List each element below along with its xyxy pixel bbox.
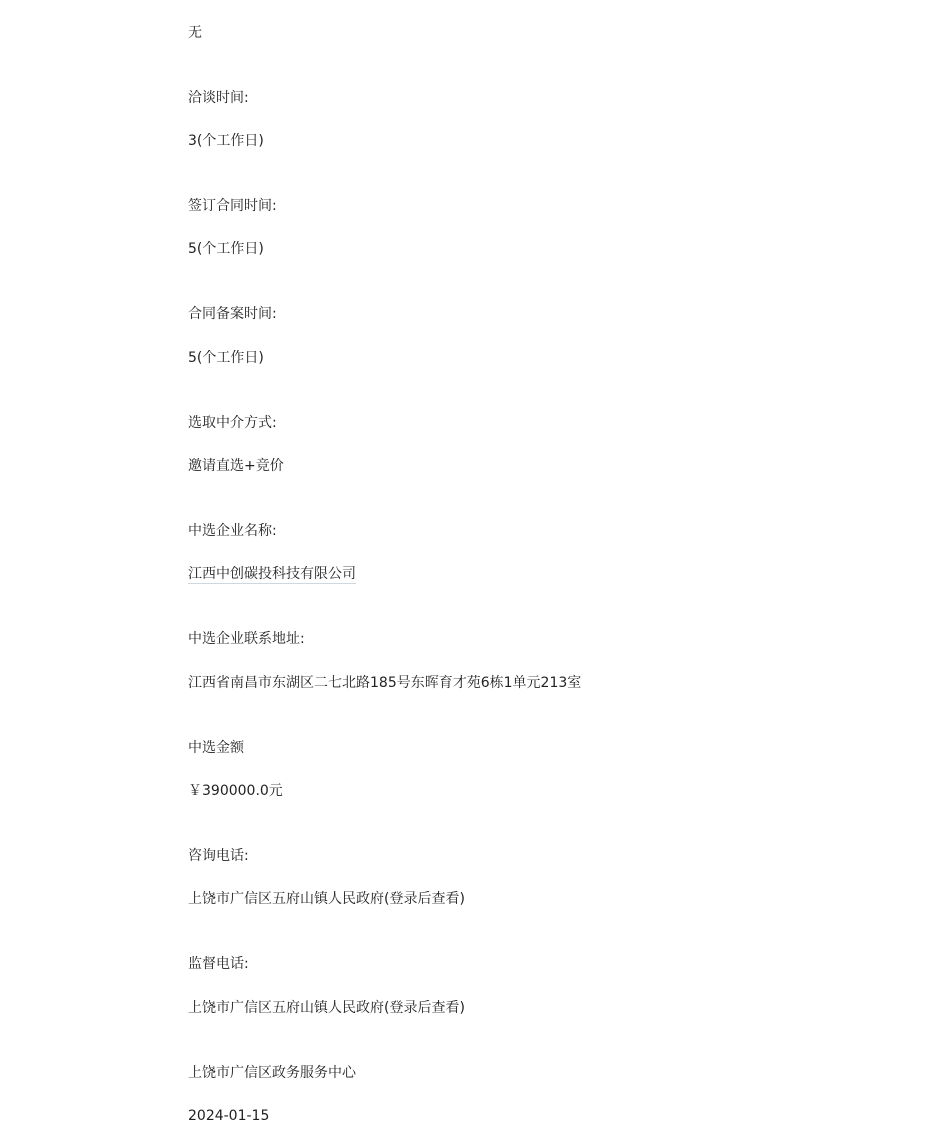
winner-name-label: 中选企业名称: <box>188 523 277 539</box>
consult-phone-label: 咨询电话: <box>188 848 249 864</box>
consult-phone-value: 上饶市广信区五府山镇人民政府(登录后查看) <box>188 891 465 907</box>
winning-amount-value: ￥390000.0元 <box>188 783 283 799</box>
publish-date: 2024-01-15 <box>188 1108 270 1124</box>
sign-contract-time-value: 5(个工作日) <box>188 241 264 257</box>
winner-name-link[interactable]: 江西中创碳投科技有限公司 <box>188 566 356 582</box>
winner-address-value: 江西省南昌市东湖区二七北路185号东晖育才苑6栋1单元213室 <box>188 675 582 691</box>
negotiation-time-label: 洽谈时间: <box>188 90 249 106</box>
contract-filing-time-label: 合同备案时间: <box>188 306 277 322</box>
supervise-phone-value: 上饶市广信区五府山镇人民政府(登录后查看) <box>188 1000 465 1016</box>
selection-method-label: 选取中介方式: <box>188 415 277 431</box>
winning-amount-label: 中选金额 <box>188 740 244 756</box>
sign-contract-time-label: 签订合同时间: <box>188 198 277 214</box>
supervise-phone-label: 监督电话: <box>188 956 249 972</box>
winner-address-label: 中选企业联系地址: <box>188 631 305 647</box>
prev-field-value: 无 <box>188 25 202 41</box>
contract-filing-time-value: 5(个工作日) <box>188 350 264 366</box>
winner-name-row <box>188 565 356 583</box>
selection-method-value: 邀请直选+竞价 <box>188 458 284 474</box>
negotiation-time-value: 3(个工作日) <box>188 133 264 149</box>
publisher-name: 上饶市广信区政务服务中心 <box>188 1065 356 1081</box>
